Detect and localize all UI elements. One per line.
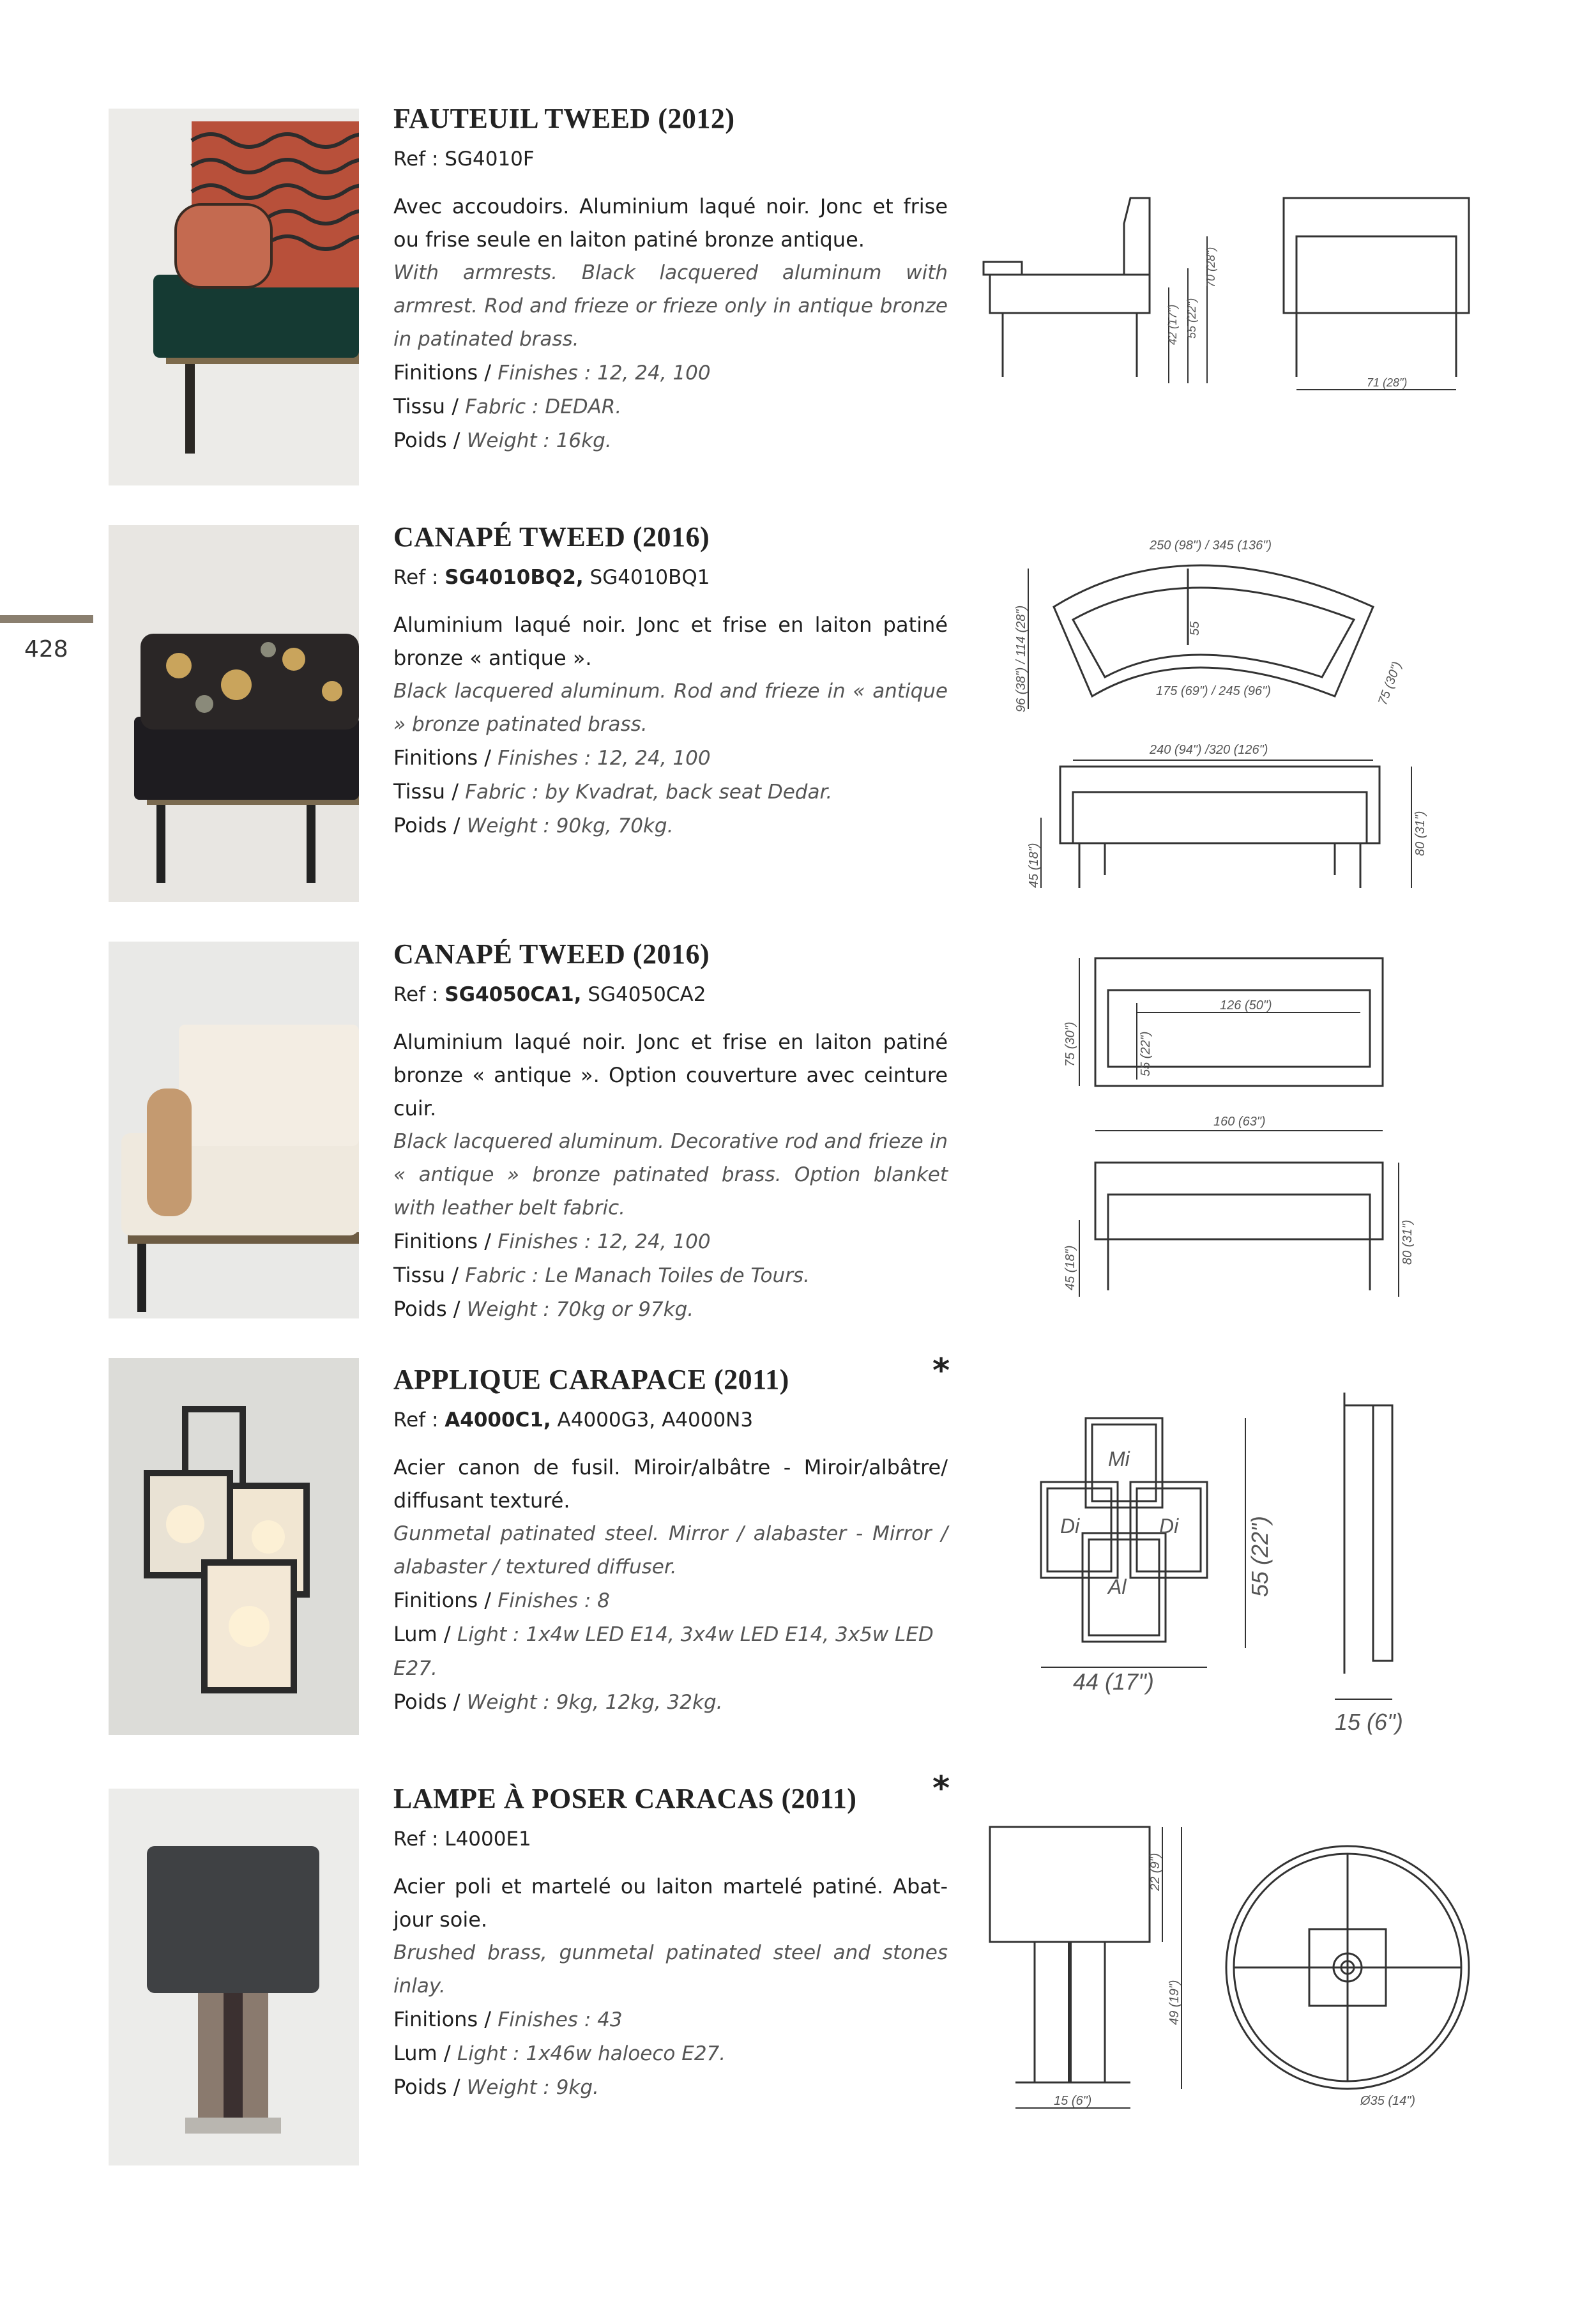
spec-fabric [393, 390, 948, 424]
wall-lamp-technical-drawing [977, 1367, 1488, 1738]
straight-sofa-technical-drawing [977, 952, 1488, 1310]
spec-value: Weight : 9kg. [466, 2076, 599, 2099]
wall-lamp-photo [109, 1358, 359, 1735]
description-en: Black lacquered aluminum. Rod and frieze in « antique » bronze patinated brass. [393, 680, 948, 736]
spec-label: Poids / [393, 2075, 467, 2099]
dim-label: 45 (18") [1063, 1245, 1077, 1290]
dim-label: 55 (22") [1185, 298, 1198, 339]
ref-rest: SG4010F [445, 148, 535, 171]
dim-label: 80 (31") [1401, 1219, 1415, 1265]
product-text [393, 521, 948, 843]
spec-value: Weight : 9kg, 12kg, 32kg. [466, 1691, 723, 1714]
spec-value: Finishes : 8 [498, 1589, 610, 1612]
product-ref [393, 1828, 948, 1851]
panel-label-mirror: Mi [1108, 1447, 1130, 1470]
armchair-photo [109, 109, 359, 485]
ref-rest: SG4010BQ1 [583, 566, 710, 589]
product-text [393, 1363, 948, 1719]
product-ref [393, 983, 948, 1006]
ref-label: Ref : [393, 1409, 445, 1432]
spec-weight [393, 1292, 948, 1326]
panel-label-alabaster: Al [1108, 1575, 1127, 1598]
spec-finishes [393, 1584, 948, 1617]
armchair-technical-drawing [977, 185, 1488, 402]
spec-label: Finitions / [393, 1588, 498, 1612]
spec-value: Fabric : Le Manach Toiles de Tours. [465, 1264, 810, 1287]
dim-label: 55 (22") [1139, 1031, 1153, 1076]
product-title: APPLIQUE CARAPACE (2011) [393, 1364, 789, 1395]
ref-label: Ref : [393, 1828, 445, 1851]
spec-label: Tissu / [393, 394, 466, 418]
spec-weight [393, 424, 948, 457]
product-text [393, 1782, 948, 2104]
dim-label: 15 (6") [1335, 1709, 1403, 1735]
panel-label-diffuser: Di [1060, 1515, 1080, 1538]
spec-light [393, 2036, 948, 2070]
spec-label: Poids / [393, 1297, 467, 1321]
spec-value: Light : 1x4w LED E14, 3x4w LED E14, 3x5w LED E27. [393, 1623, 934, 1680]
spec-value: Weight : 16kg. [466, 429, 612, 452]
spec-label: Poids / [393, 813, 467, 837]
spec-value: Fabric : by Kvadrat, back seat Dedar. [465, 781, 833, 804]
spec-value: Weight : 90kg, 70kg. [466, 814, 674, 837]
spec-fabric [393, 775, 948, 809]
spec-weight [393, 809, 948, 843]
page-number: 428 [24, 636, 68, 662]
curved-sofa-technical-drawing [977, 530, 1488, 888]
sofa-photo [109, 942, 359, 1318]
spec-finishes [393, 1225, 948, 1258]
dim-label: 15 (6") [1054, 2094, 1092, 2108]
dim-label: Ø35 (14") [1360, 2094, 1416, 2108]
ref-label: Ref : [393, 566, 445, 589]
dim-label: 96 (38") / 114 (28") [1014, 605, 1028, 712]
new-item-asterisk: * [932, 1769, 950, 1808]
spec-finishes [393, 2003, 948, 2036]
ref-bold: SG4050CA1, [445, 983, 582, 1006]
spec-value: Fabric : DEDAR. [465, 395, 622, 418]
dim-label: 22 (9") [1148, 1852, 1162, 1891]
spec-value: Weight : 70kg or 97kg. [466, 1298, 694, 1321]
sofa-photo [109, 525, 359, 902]
spec-label: Lum / [393, 1622, 457, 1646]
spec-value: Light : 1x46w haloeco E27. [457, 2042, 726, 2065]
product-ref [393, 148, 948, 171]
dim-label: 55 (22") [1247, 1516, 1273, 1597]
product-text [393, 938, 948, 1326]
dim-label: 80 (31") [1413, 811, 1427, 856]
spec-label: Poids / [393, 1690, 467, 1714]
product-ref [393, 566, 948, 589]
spec-label: Finitions / [393, 745, 498, 770]
spec-value: Finishes : 43 [498, 2008, 623, 2031]
panel-label-diffuser: Di [1159, 1515, 1179, 1538]
spec-label: Lum / [393, 2041, 457, 2065]
dim-label: 126 (50") [1220, 998, 1272, 1012]
dim-label: 70 (28") [1205, 247, 1217, 287]
dim-label: 44 (17") [1073, 1669, 1154, 1695]
product-title: LAMPE À POSER CARACAS (2011) [393, 1783, 857, 1814]
product-ref [393, 1409, 948, 1432]
spec-light [393, 1617, 948, 1685]
spec-finishes [393, 741, 948, 775]
dim-label: 75 (30") [1376, 659, 1404, 707]
dim-label: 42 (17") [1166, 304, 1179, 345]
dim-label: 55 [1188, 621, 1202, 636]
page-tab-marker [0, 615, 93, 623]
description-en: Brushed brass, gunmetal patinated steel and stones inlay. [393, 1941, 948, 1997]
spec-label: Poids / [393, 428, 467, 452]
spec-value: Finishes : 12, 24, 100 [498, 747, 711, 770]
spec-value: Finishes : 12, 24, 100 [498, 362, 711, 385]
dim-label: 71 (28") [1367, 376, 1408, 389]
spec-label: Tissu / [393, 779, 466, 804]
ref-label: Ref : [393, 148, 445, 171]
description-fr: Acier canon de fusil. Miroir/albâtre - Miroir/albâtre/ diffusant texturé. [393, 1455, 948, 1513]
description-en: With armrests. Black lacquered aluminum with armrest. Rod and frieze or frieze only in antique bronze in patinated brass. [393, 261, 948, 351]
ref-rest: SG4050CA2 [581, 983, 706, 1006]
spec-weight [393, 1685, 948, 1719]
ref-rest: A4000G3, A4000N3 [551, 1409, 754, 1432]
product-title: CANAPÉ TWEED (2016) [393, 521, 710, 553]
dim-label: 250 (98") / 345 (136") [1150, 538, 1272, 553]
spec-label: Tissu / [393, 1263, 466, 1287]
description-fr: Acier poli et martelé ou laiton martelé patiné. Abat-jour soie. [393, 1874, 948, 1932]
dim-label: 160 (63") [1213, 1115, 1266, 1129]
new-item-asterisk: * [932, 1352, 950, 1390]
spec-label: Finitions / [393, 1229, 498, 1253]
spec-finishes [393, 356, 948, 390]
dim-label: 240 (94") /320 (126") [1150, 743, 1268, 757]
description-en: Gunmetal patinated steel. Mirror / alabaster - Mirror / alabaster / textured diffuser. [393, 1522, 948, 1578]
description-fr: Aluminium laqué noir. Jonc et frise en laiton patiné bronze « antique ». Option couverture avec ceinture cuir. [393, 1030, 948, 1120]
product-title: CANAPÉ TWEED (2016) [393, 938, 710, 970]
ref-bold: A4000C1, [445, 1409, 551, 1432]
ref-label: Ref : [393, 983, 445, 1006]
dim-label: 49 (19") [1167, 1980, 1182, 2025]
spec-value: Finishes : 12, 24, 100 [498, 1230, 711, 1253]
dim-label: 175 (69") / 245 (96") [1156, 684, 1271, 698]
product-title: FAUTEUIL TWEED (2012) [393, 103, 735, 134]
table-lamp-photo [109, 1789, 359, 2165]
spec-fabric [393, 1258, 948, 1292]
table-lamp-technical-drawing [977, 1814, 1488, 2121]
spec-weight [393, 2070, 948, 2104]
description-fr: Aluminium laqué noir. Jonc et frise en laiton patiné bronze « antique ». [393, 613, 948, 670]
ref-bold: SG4010BQ2, [445, 566, 584, 589]
product-text [393, 102, 948, 457]
dim-label: 75 (30") [1063, 1021, 1077, 1067]
description-fr: Avec accoudoirs. Aluminium laqué noir. Jonc et frise ou frise seule en laiton patiné bronze antique. [393, 194, 948, 252]
spec-label: Finitions / [393, 2007, 498, 2031]
description-en: Black lacquered aluminum. Decorative rod and frieze in « antique » bronze patinated brass. Option blanket with leather belt fabric. [393, 1130, 948, 1219]
ref-rest: L4000E1 [445, 1828, 531, 1851]
dim-label: 45 (18") [1027, 843, 1041, 888]
spec-label: Finitions / [393, 360, 498, 385]
